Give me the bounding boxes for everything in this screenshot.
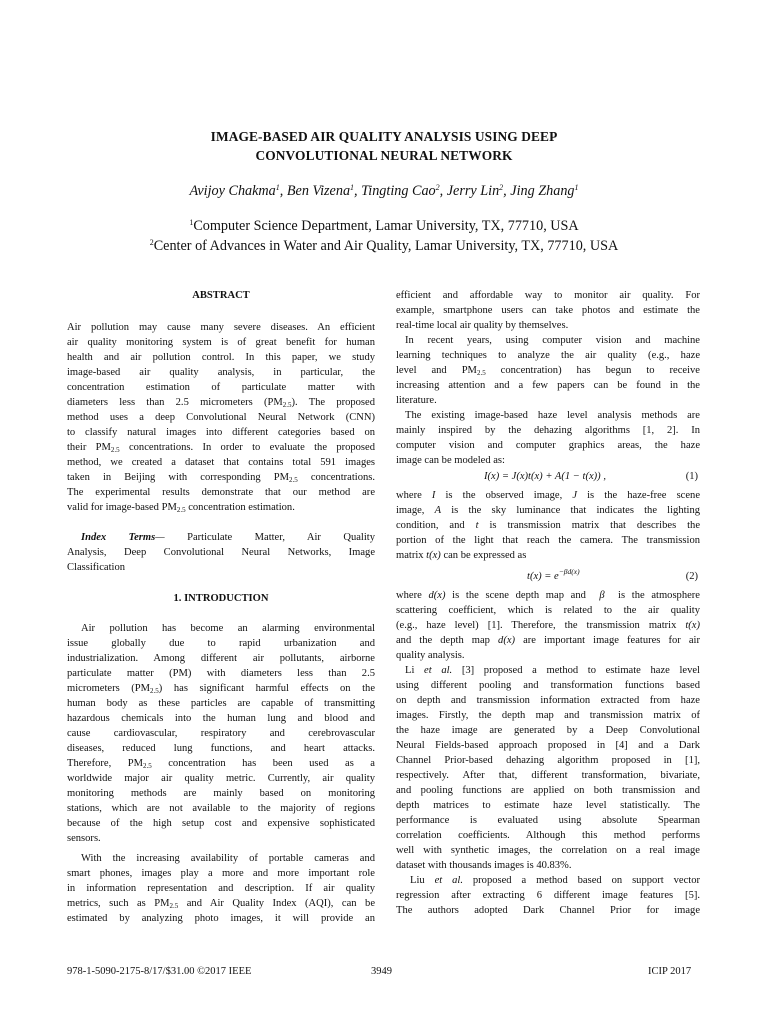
left-text-line: air quality monitoring system is of great benefit for human [67, 337, 375, 348]
author-affiliation-mark: 2 [435, 183, 440, 192]
right-text-line: computer vision and computer graphics areas, the haze [396, 440, 700, 451]
affiliation-1-text: Computer Science Department, Lamar University, TX, 77710, USA [193, 218, 579, 234]
author-name: Ben Vizena [286, 183, 351, 199]
right-text-line: The authors adopted Dark Channel Prior for image [396, 905, 700, 916]
author-affiliation-mark: 1 [275, 183, 280, 192]
author-name: Jing Zhang [510, 183, 575, 199]
footer-copyright: 978-1-5090-2175-8/17/$31.00 ©2017 IEEE [67, 966, 252, 977]
left-text-line: With the increasing availability of portable cameras and [81, 853, 375, 864]
left-text-line: Air pollution may cause many severe diseases. An efficient [67, 322, 375, 333]
left-text-line: worldwide major air quality metric. Currently, air quality [67, 773, 375, 784]
equation-number: (2) [685, 571, 698, 582]
right-text-line: on depth and transmission information extracted from haze [396, 695, 700, 706]
left-text-line: method uses a deep Convolutional Neural Network (CNN) [67, 412, 375, 423]
right-text-line: In recent years, using computer vision and machine [405, 335, 700, 346]
footer-page-number: 3949 [371, 966, 392, 977]
right-text-line: real-time local air quality by themselves. [396, 320, 569, 331]
left-text-line: industrialization. Among different air pollutants, airborne [67, 653, 375, 664]
left-text-line: stations, which are not available to the majority of regions [67, 803, 375, 814]
left-text-line: valid for image-based $PM_{2.5}$ concentration estimation. [67, 502, 295, 514]
affiliation-2 [0, 236, 768, 256]
footer-venue: ICIP 2017 [648, 966, 692, 977]
right-text-line: condition, and t is transmission matrix that describes the [396, 520, 700, 531]
author-affiliation-mark: 1 [574, 183, 579, 192]
right-text-line: the haze image are generated by a Deep Convolutional [396, 725, 700, 736]
author-affiliation-mark: 1 [350, 183, 355, 192]
left-text-line: The experimental results demonstrate that our method are [67, 487, 375, 498]
right-text-line: Li et al. [3] proposed a method to estimate haze level [405, 665, 700, 676]
right-text-line: respectively. After that, different transformation, bivariate, [396, 770, 700, 781]
right-text-line: where I is the observed image, J is the haze-free scene [396, 490, 700, 501]
right-text-line: where d(x) is the scene depth map and β is the atmosphere [396, 590, 700, 601]
left-text-line: Air pollution has become an alarming environmental [81, 623, 375, 634]
right-text-line: using different pooling and transformation functions based [396, 680, 700, 691]
left-text-line: concentration estimation of particulate matter with [67, 382, 375, 393]
right-text-line: well with synthetic images, the correlation on a real image [396, 845, 700, 856]
left-text-line: smart phones, images play a more and more important role [67, 868, 375, 879]
equation-expression: $t(x) = e^{-\beta d(x)}$ [527, 567, 580, 582]
left-text-line: image-based air quality analysis, in particular, the [67, 367, 375, 378]
right-text-line: dataset with thousands images is 40.83%. [396, 860, 572, 871]
left-text-line: Analysis, Deep Convolutional Neural Networks, Image [67, 547, 375, 558]
right-text-line: and the depth map d(x) are important image features for air [396, 635, 700, 646]
left-text-line: cause cardiovascular, respiratory and cerebrovascular [67, 728, 375, 739]
left-text-line: monitoring methods are mainly based on monitoring [67, 788, 375, 799]
title-line-2: CONVOLUTIONAL NEURAL NETWORK [255, 148, 513, 163]
left-text-line: micrometers $(PM_{2.5})$ has significant harmful effects on the [67, 683, 375, 695]
right-text-line: performance is evaluated using absolute Spearman [396, 815, 700, 826]
left-text-line: particulate matter (PM) with diameters less than 2.5 [67, 668, 375, 679]
affiliation-1-mark: 1 [189, 218, 194, 227]
left-text-line: in information representation and description. If air quality [67, 883, 375, 894]
left-text-line: their $PM_{2.5}$ concentrations. In order to evaluate the proposed [67, 442, 375, 454]
affiliation-1 [0, 216, 768, 236]
right-text-line: example, smartphone users can take photos and estimate the [396, 305, 700, 316]
left-text-line: issue globally due to rapid urbanization and [67, 638, 375, 649]
author-name: Tingting Cao [361, 183, 436, 199]
right-text-line: Liu et al. proposed a method based on support vector [410, 875, 700, 886]
author-name: Jerry Lin [446, 183, 500, 199]
left-text-line: Therefore, $PM_{2.5}$ concentration has been used as a [67, 758, 375, 770]
left-text-line: estimated by analyzing photo images, it will provide an [67, 913, 375, 924]
left-text-line: human body as these particles are capable of transmitting [67, 698, 375, 709]
right-text-line: level and $PM_{2.5}$ concentration) has begun to receive [396, 365, 700, 377]
equation-expression: I(x) = J(x)t(x) + A(1 − t(x)) , [484, 471, 606, 482]
affiliation-2-text: Center of Advances in Water and Air Quality, Lamar University, TX, 77710, USA [153, 238, 619, 254]
author-affiliation-mark: 2 [499, 183, 504, 192]
right-text-line: image can be modeled as: [396, 455, 505, 466]
right-text-line: mainly inspired by the dehazing algorithms [1, 2]. In [396, 425, 700, 436]
title-line-1: IMAGE-BASED AIR QUALITY ANALYSIS USING DEEP [210, 129, 558, 144]
right-text-line: correlation coefficients. Although this method performs [396, 830, 700, 841]
right-text-line: The existing image-based haze level analysis methods are [405, 410, 700, 421]
right-text-line: efficient and affordable way to monitor air quality. For [396, 290, 700, 301]
left-text-line: Index Terms— Particulate Matter, Air Quality [81, 532, 375, 543]
left-text-line: because of the high setup cost and expensive sophisticated [67, 818, 375, 829]
right-text-line: increasing attention and a few papers can be found in the [396, 380, 700, 391]
right-text-line: image, A is the sky luminance that indicates the lighting [396, 505, 700, 516]
left-text-line: diameters less than 2.5 micrometers $(PM_{2.5})$. The proposed [67, 397, 375, 409]
right-text-line: images. Firstly, the depth map and transmission matrix of [396, 710, 700, 721]
equation-number: (1) [685, 471, 698, 482]
left-text-line: sensors. [67, 833, 101, 844]
right-text-line: portion of the light that reach the camera. The transmission [396, 535, 700, 546]
author-list: Avijoy Chakma$^1$, Ben Vizena$^1$, Tingting Cao$^2$, Jerry Lin$^2$, Jing Zhang$^1$ [189, 183, 579, 199]
author-name: Avijoy Chakma [189, 183, 276, 199]
right-text-line: (e.g., haze level) [1]. Therefore, the transmission matrix t(x) [396, 620, 700, 631]
left-text-line: health and air pollution control. In this paper, we study [67, 352, 375, 363]
left-text-line: to classify natural images into different categories based on [67, 427, 375, 438]
right-text-line: Channel Prior-based dehazing algorithm proposed in [1], [396, 755, 700, 766]
right-text-line: literature. [396, 395, 437, 406]
paper-title [0, 127, 768, 165]
right-text-line: learning techniques to analyze the air quality (e.g., haze [396, 350, 700, 361]
affiliation-2-mark: 2 [149, 238, 154, 247]
left-text-line: method, we created a dataset that contains total 591 images [67, 457, 375, 468]
right-text-line: matrix t(x) can be expressed as [396, 550, 527, 561]
right-text-line: quality analysis. [396, 650, 465, 661]
right-text-line: scattering coefficient, which is related to the air quality [396, 605, 700, 616]
right-text-line: and pooling functions are applied on both transmission and [396, 785, 700, 796]
left-text-line: taken in Beijing with corresponding $PM_{2.5}$ concentrations. [67, 472, 375, 484]
right-text-line: depth matrices to estimate haze level statistically. The [396, 800, 700, 811]
left-text-line: hazardous chemicals into the human lung and blood and [67, 713, 375, 724]
right-text-line: Neural Fields-based approach proposed in [4] and a Dark [396, 740, 700, 751]
left-section-heading: 1. INTRODUCTION [173, 593, 269, 604]
right-text-line: regression after extracting 6 different image features [5]. [396, 890, 700, 901]
left-section-heading: ABSTRACT [192, 290, 250, 301]
left-text-line: Classification [67, 562, 125, 573]
left-text-line: diseases, reduced lung functions, and heart attacks. [67, 743, 375, 754]
left-text-line: metrics, such as $PM_{2.5}$ and Air Quality Index (AQI), can be [67, 898, 375, 910]
